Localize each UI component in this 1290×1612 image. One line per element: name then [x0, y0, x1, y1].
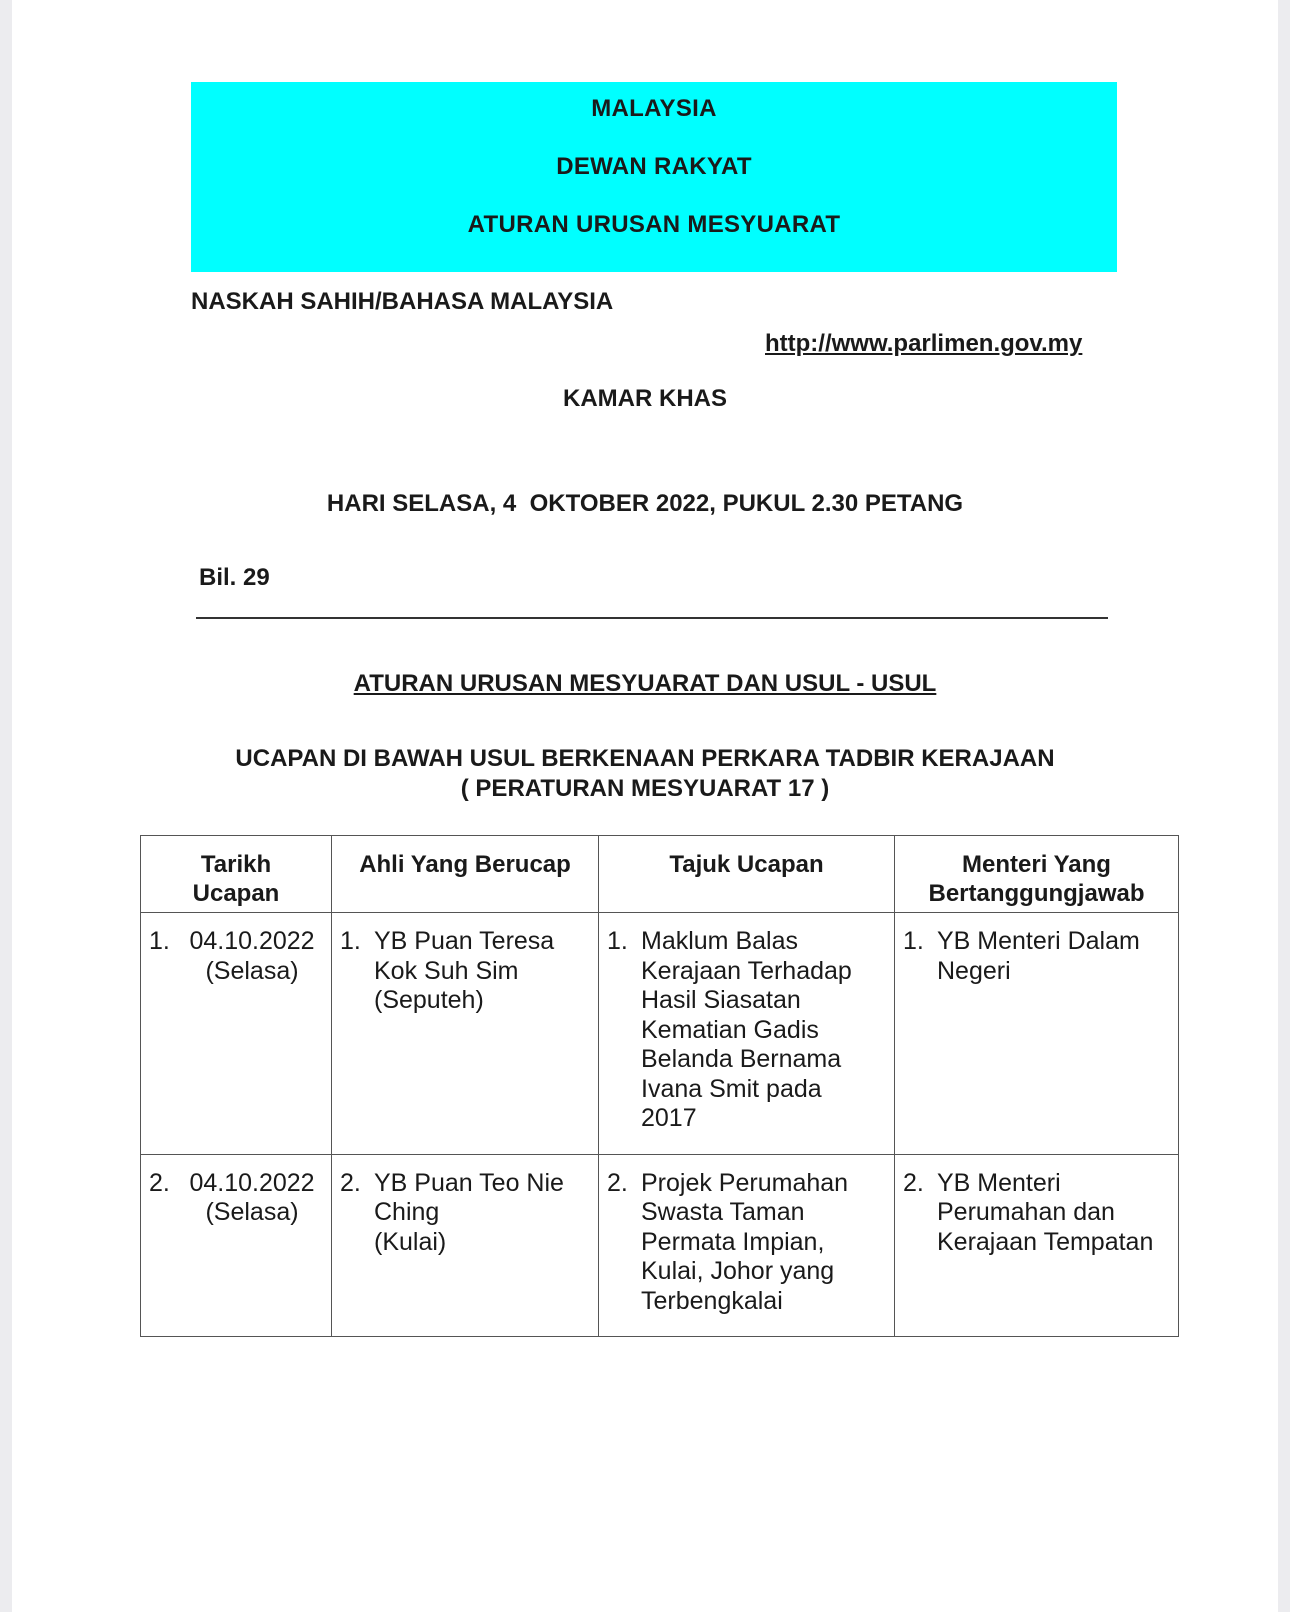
subtitle-line-1: UCAPAN DI BAWAH USUL BERKENAAN PERKARA TADBIR KERAJAAN [235, 745, 1055, 772]
speech-schedule-table [140, 835, 1179, 1337]
date-cell: 2. 04.10.2022 (Selasa) [141, 1154, 332, 1337]
section-title: ATURAN URUSAN MESYUARAT DAN USUL - USUL [353, 670, 937, 697]
divider-line [196, 617, 1108, 619]
document-page [12, 0, 1278, 1612]
header-house: DEWAN RAKYAT [556, 153, 752, 180]
parliament-website-link[interactable]: http://www.parlimen.gov.my [765, 330, 1083, 357]
chamber-title: KAMAR KHAS [563, 385, 727, 412]
table-row [141, 1154, 1179, 1337]
subtitle-line-2: ( PERATURAN MESYUARAT 17 ) [460, 775, 830, 802]
table-header-row [141, 836, 1179, 913]
issue-number: Bil. 29 [199, 564, 270, 591]
text-version-label: NASKAH SAHIH/BAHASA MALAYSIA [191, 288, 614, 315]
column-header-minister: Menteri Yang Bertanggungjawab [895, 836, 1179, 913]
header-banner [191, 82, 1117, 272]
topic-cell: 1. Maklum Balas Kerajaan Terhadap Hasil Siasatan Kematian Gadis Belanda Bernama Ivana Smit pada 2017 [599, 913, 895, 1155]
header-doc-type: ATURAN URUSAN MESYUARAT [467, 211, 841, 238]
minister-cell: 2. YB Menteri Perumahan dan Kerajaan Tempatan [895, 1154, 1179, 1337]
member-cell: 2. YB Puan Teo Nie Ching (Kulai) [332, 1154, 599, 1337]
column-header-member: Ahli Yang Berucap [332, 836, 599, 913]
column-header-date: Tarikh Ucapan [141, 836, 332, 913]
date-cell: 1. 04.10.2022 (Selasa) [141, 913, 332, 1155]
topic-cell: 2. Projek Perumahan Swasta Taman Permata Impian, Kulai, Johor yang Terbengkalai [599, 1154, 895, 1337]
table-row [141, 913, 1179, 1155]
header-country: MALAYSIA [591, 95, 717, 122]
session-datetime: HARI SELASA, 4 OKTOBER 2022, PUKUL 2.30 PETANG [326, 490, 964, 517]
column-header-topic: Tajuk Ucapan [599, 836, 895, 913]
minister-cell: 1. YB Menteri Dalam Negeri [895, 913, 1179, 1155]
member-cell: 1. YB Puan Teresa Kok Suh Sim (Seputeh) [332, 913, 599, 1155]
